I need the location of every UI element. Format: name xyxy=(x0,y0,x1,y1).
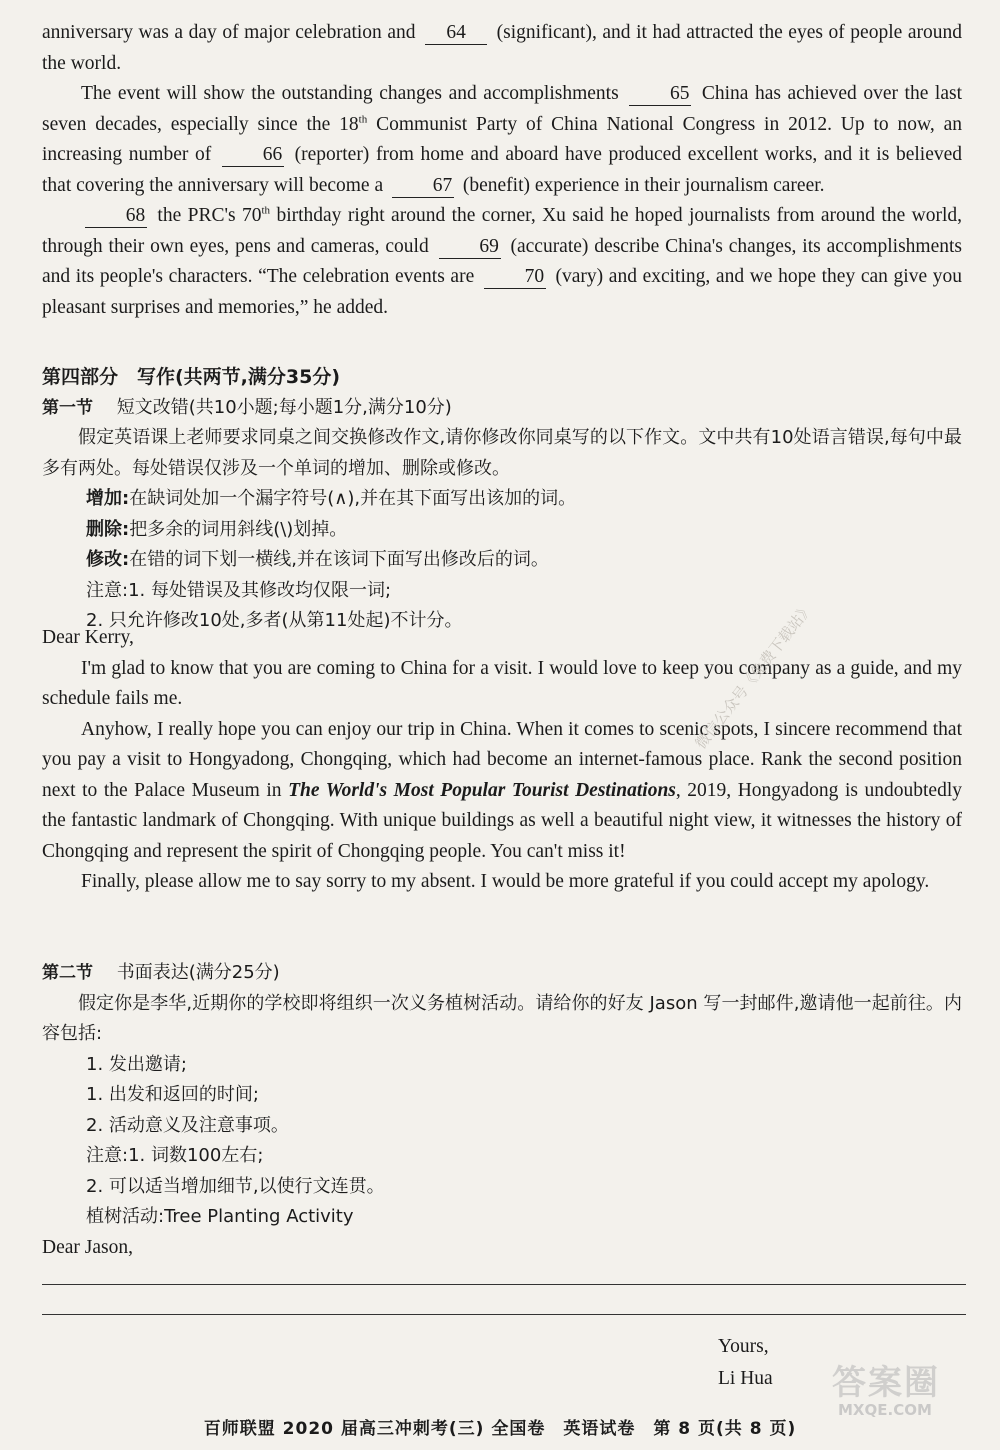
rule-text: 把多余的词用斜线(\)划掉。 xyxy=(129,518,348,540)
signature: Li Hua xyxy=(718,1368,773,1389)
blank-66[interactable]: 66 xyxy=(222,144,284,167)
section2-term: 植树活动:Tree Planting Activity xyxy=(86,1206,354,1227)
passage-text: (reporter) from home and aboard have produced excellent works, and it is believed that covering the anniversary will become a xyxy=(42,144,962,196)
book-title: The World's Most Popular Tourist Destinations xyxy=(288,779,676,801)
section1-label: 第一节 xyxy=(42,397,93,418)
part4-section xyxy=(42,362,962,637)
passage-paragraph-2 xyxy=(42,79,962,201)
site-stamp xyxy=(832,1355,967,1445)
section2-label: 第二节 xyxy=(42,963,93,983)
rule-key: 修改: xyxy=(86,549,130,570)
letter-paragraph-3: Finally, please allow me to say sorry to my absent. I would be more grateful if you could accept my apology. xyxy=(81,871,930,892)
section2-item-2: 1. 出发和返回的时间; xyxy=(86,1084,259,1105)
section2 xyxy=(42,958,962,1263)
passage-paragraph-1 xyxy=(42,18,962,79)
section2-heading xyxy=(42,958,962,989)
section1-add-rule xyxy=(42,484,962,515)
passage-paragraph-3 xyxy=(42,201,962,323)
rule-text: 在缺词处加一个漏字符号(∧),并在其下面写出该加的词。 xyxy=(129,488,577,509)
superscript: th xyxy=(358,113,368,125)
rule-text: 在错的词下划一横线,并在该词下面写出修改后的词。 xyxy=(129,549,549,570)
watermark: 微信公众号《免费下载站》 xyxy=(691,599,817,753)
stamp-url: MXQE.COM xyxy=(838,1401,932,1419)
passage-text: (accurate) describe China's changes, its accomplishments and its people's characters. “The celebration events are xyxy=(42,235,962,287)
section2-title: 书面表达(满分25分) xyxy=(116,962,280,983)
section1-note-1: 注意:1. 每处错误及其修改均仅限一词; xyxy=(86,579,392,601)
letter-paragraph-1: I'm glad to know that you are coming to China for a visit. I would love to keep you company as a guide, and my schedule fails me. xyxy=(42,657,962,709)
letter-text: Anyhow, I really hope you can enjoy our trip in China. When it comes to scenic spots, I sincere recommend that you pay a visit to Hongyadong, Chongqing, which had become an internet-famous place. Rank the second position next to the Palace Museum in xyxy=(42,718,962,801)
section2-item-3: 2. 活动意义及注意事项。 xyxy=(86,1114,289,1136)
stamp-logo: 答案圈 xyxy=(832,1363,940,1403)
closing: Yours, xyxy=(718,1336,769,1357)
passage-section xyxy=(42,18,962,323)
part4-heading: 第四部分 写作(共两节,满分35分) xyxy=(42,366,341,388)
passage-text: anniversary was a day of major celebration and xyxy=(42,22,416,43)
blank-70[interactable]: 70 xyxy=(484,266,546,289)
rule-key: 删除: xyxy=(86,518,130,540)
section1-heading xyxy=(42,393,962,424)
section2-note-2: 2. 可以适当增加细节,以使行文连贯。 xyxy=(86,1175,385,1197)
section2-note-1: 注意:1. 词数100左右; xyxy=(86,1145,264,1166)
passage-text: (vary) and exciting, and we hope they can give you pleasant surprises and memories,” he added. xyxy=(42,266,962,318)
section2-instruction: 假定你是李华,近期你的学校即将组织一次义务植树活动。请给你的好友 Jason 写一封邮件,邀请他一起前往。内容包括: xyxy=(42,992,962,1044)
letter-salutation: Dear Kerry, xyxy=(42,627,134,648)
passage-text: the PRC's 70 xyxy=(157,205,262,226)
passage-text: The event will show the outstanding changes and accomplishments xyxy=(81,83,619,104)
passage-text: China has achieved over the last seven decades, especially since the 18 xyxy=(42,83,963,135)
letter-kerry xyxy=(42,623,962,898)
rule-key: 增加: xyxy=(86,488,130,509)
blank-67[interactable]: 67 xyxy=(392,175,454,198)
section1-title: 短文改错(共10小题;每小题1分,满分10分) xyxy=(116,396,452,418)
section1-modify-rule xyxy=(42,545,962,576)
blank-64[interactable]: 64 xyxy=(425,22,487,45)
blank-68[interactable]: 68 xyxy=(85,205,147,228)
letter-text: , 2019, Hongyadong is undoubtedly the fantastic landmark of Chongqing. With unique buildings as well a beautiful night view, it witnesses the history of Chongqing and represent the spirit of Chongqing people. You can't miss it! xyxy=(42,779,963,862)
passage-text: (significant), and it had attracted the eyes of people around the world. xyxy=(42,22,962,74)
passage-text: Communist Party of China National Congress in 2012. Up to now, an increasing number of xyxy=(42,113,962,165)
section2-item-1: 1. 发出邀请; xyxy=(86,1053,187,1075)
letter-paragraph-2 xyxy=(42,715,962,868)
blank-65[interactable]: 65 xyxy=(629,83,691,106)
passage-text: birthday right around the corner, Xu said he hoped journalists from around the world, through their own eyes, pens and cameras, could xyxy=(42,205,963,257)
superscript: th xyxy=(261,204,271,217)
passage-text: (benefit) experience in their journalism career. xyxy=(462,174,825,196)
section1-note-2: 2. 只允许修改10处,多者(从第11处起)不计分。 xyxy=(86,610,463,631)
section2-salutation: Dear Jason, xyxy=(42,1236,133,1258)
blank-69[interactable]: 69 xyxy=(439,236,501,259)
page-footer: 百师联盟 2020 届高三冲刺考(三) 全国卷 英语试卷 第 8 页(共 8 页) xyxy=(203,1419,797,1439)
writing-line[interactable] xyxy=(42,1284,966,1285)
section1-delete-rule xyxy=(42,515,962,546)
writing-line[interactable] xyxy=(42,1314,966,1315)
section1-instruction: 假定英语课上老师要求同桌之间交换修改作文,请你修改你同桌写的以下作文。文中共有10处语言错误,每句中最多有两处。每处错误仅涉及一个单词的增加、删除或修改。 xyxy=(42,427,962,479)
